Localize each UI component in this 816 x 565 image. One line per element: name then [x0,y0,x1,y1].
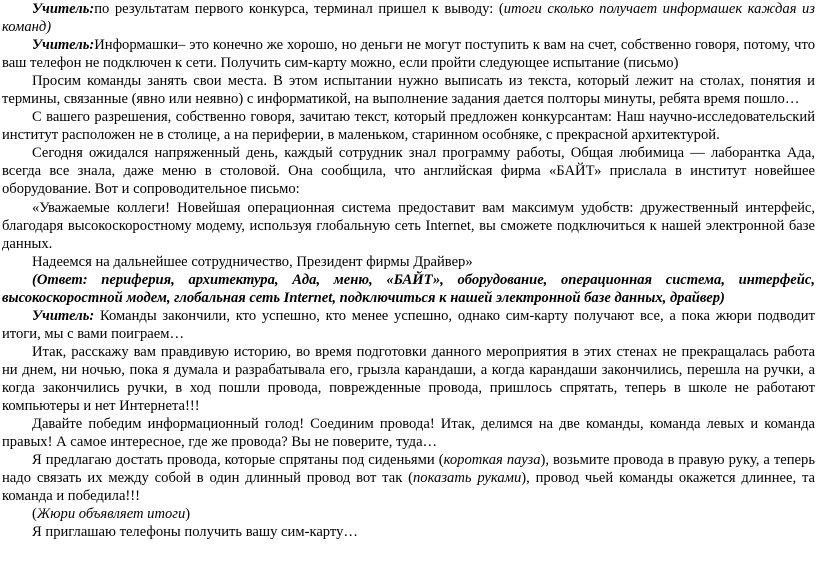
speaker-label: Учитель: [32,307,95,324]
paragraph-teacher-result [2,0,815,36]
paragraph-wires-game [2,451,815,505]
paragraph-text: ), возьмите провода в правую руку, а теперь надо связать их между собой в один длинный провод вот так ( [2,452,815,487]
paragraph-answer: (Ответ: периферия, архитектура, Ада, меню, «БАЙТ», оборудование, операционная система, интерфейс, высокоскоростной модем, глобальная сеть Internet, подключиться к нашей электронной базе данных, драйвер) [2,271,815,306]
paragraph-text: ) [185,506,191,523]
paragraph-text: Команды закончили, кто успешно, кто менее успешно, однако сим-карту получают все, а пока жюри подводит итоги, мы с вами поиграем… [2,307,815,342]
paragraph-story: Сегодня ожидался напряженный день, каждый сотрудник знал программу работы, Общая любимица — лаборантка Ада, всегда все знала, даже меню в столовой. Она сообщила, что английская фирма «БАЙТ» прислала в институт новейшее оборудование. Вот и сопроводительное письмо: [2,145,815,198]
paragraph-task-instructions: Просим команды занять свои места. В этом испытании нужно выписать из текста, который лежит на столах, понятия и термины, связанные (явно или неявно) с информатикой, на выполнение задания дается полторы минуты, ребята время пошло… [2,73,815,108]
paragraph-true-story: Итак, расскажу вам правдивую историю, во время подготовки данного мероприятия в этих стенах не прекращалась работа ни днем, ни ночью, пока я думала и разрабатывала его, грызла карандаши, а когда карандаши закончились, перешла на ручки, а когда закончились ручки, в ход пошли провода, поврежденные провода, пришлось спрятать, теперь в школе не работают компьютеры и нет Интернета!!! [2,343,815,415]
paragraph-sim-card: Я приглашаю телефоны получить вашу сим-карту… [32,524,358,541]
paragraph-text: Я предлагаю достать провода, которые спрятаны под сиденьями ( [32,452,444,469]
paragraph-jury [2,505,815,523]
paragraph-text: по результатам первого конкурса, терминал пришел к выводу: ( [94,1,504,17]
paragraph-text: Информашки– это конечно же хорошо, но деньги не могут поступить к вам на счет, собственно говоря, потому, что ваш телефон не подключен к сети. Получить сим-карту можно, если пройти следующее испытание (письмо) [2,37,815,72]
speaker-label: Учитель: [32,37,95,54]
paragraph-text: ( [32,506,37,523]
paragraph-letter: «Уважаемые коллеги! Новейшая операционная система предоставит вам максимум удобств: дружественный интерфейс, благодаря высокоскоростному модему, используя глобальную сеть Internet, вы сможете подключиться к нашей электронной базе данных. [2,199,815,252]
paragraph-letter-signature: Надеемся на дальнейшее сотрудничество, Президент фирмы Драйвер» [32,253,473,270]
paragraph-teacher-finished [2,307,815,343]
paragraph-teacher-informashki [2,36,815,72]
speaker-label: Учитель: [32,1,95,17]
stage-note: итоги сколько получает информашек каждая из команд) [2,1,815,36]
paragraph-game-intro: Давайте победим информационный голод! Соединим провода! Итак, делимся на две команды, команда левых и команда правых! А самое интересное, где же провода? Вы не поверите, туда… [2,416,815,451]
paragraph-text: ), провод чьей команды окажется длиннее, та команда и победила!!! [2,470,815,505]
stage-note: Жюри объявляет итоги [36,506,186,523]
stage-note: показать руками [412,470,522,487]
paragraph-text-intro: С вашего разрешения, собственно говоря, зачитаю текст, который предложен конкурсантам: Наш научно-исследовательский институт расположен не в столице, а на периферии, в маленьком, старинном особняке, с прекрасной архитектурой. [2,109,815,144]
stage-note: короткая пауза [443,452,541,469]
